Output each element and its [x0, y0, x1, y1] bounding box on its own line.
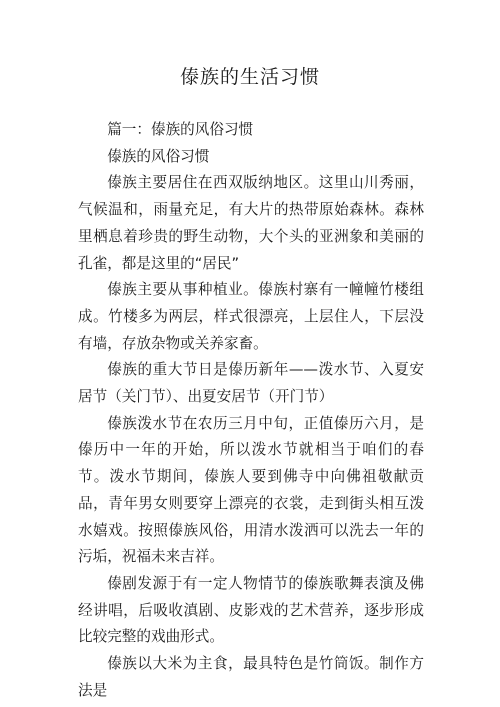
paragraph-food: 傣族以大米为主食，最具特色是竹筒饭。制作方法是 [78, 655, 424, 699]
paragraph-festivals: 傣族的重大节日是傣历新年——泼水节、入夏安居节（关门节）、出夏安居节（开门节） [78, 361, 424, 406]
subheading: 傣族的风俗习惯 [107, 147, 210, 165]
document-title: 傣族的生活习惯 [179, 66, 320, 88]
document-body [78, 117, 424, 704]
paragraph-water-festival: 傣族泼水节在农历三月中旬，正值傣历六月，是傣历中一年的开始，所以泼水节就相当于咱们的春节。泼水节期间，傣族人要到佛寺中向佛祖敬献贡品，青年男女则要穿上漂亮的衣裳，走到街头相互泼水嬉戏。按照傣族风俗，用清水泼洒可以洗去一年的污垢，祝福未来吉祥。 [78, 414, 424, 566]
section-heading: 篇一：傣族的风俗习惯 [107, 121, 254, 138]
paragraph-location: 傣族主要居住在西双版纳地区。这里山川秀丽，气候温和，雨量充足，有大片的热带原始森林。森林里栖息着珍贵的野生动物，大个头的亚洲象和美丽的孔雀，都是这里的“居民” [78, 174, 424, 272]
paragraph-dai-opera: 傣剧发源于有一定人物情节的傣族歌舞表演及佛经讲唱，后吸收滇剧、皮影戏的艺术营养，逐步形成比较完整的戏曲形式。 [78, 574, 424, 646]
paragraph-housing: 傣族主要从事种植业。傣族村寨有一幢幢竹楼组成。竹楼多为两层，样式很漂亮，上层住人，下层没有墙，存放杂物或关养家畜。 [78, 281, 424, 352]
